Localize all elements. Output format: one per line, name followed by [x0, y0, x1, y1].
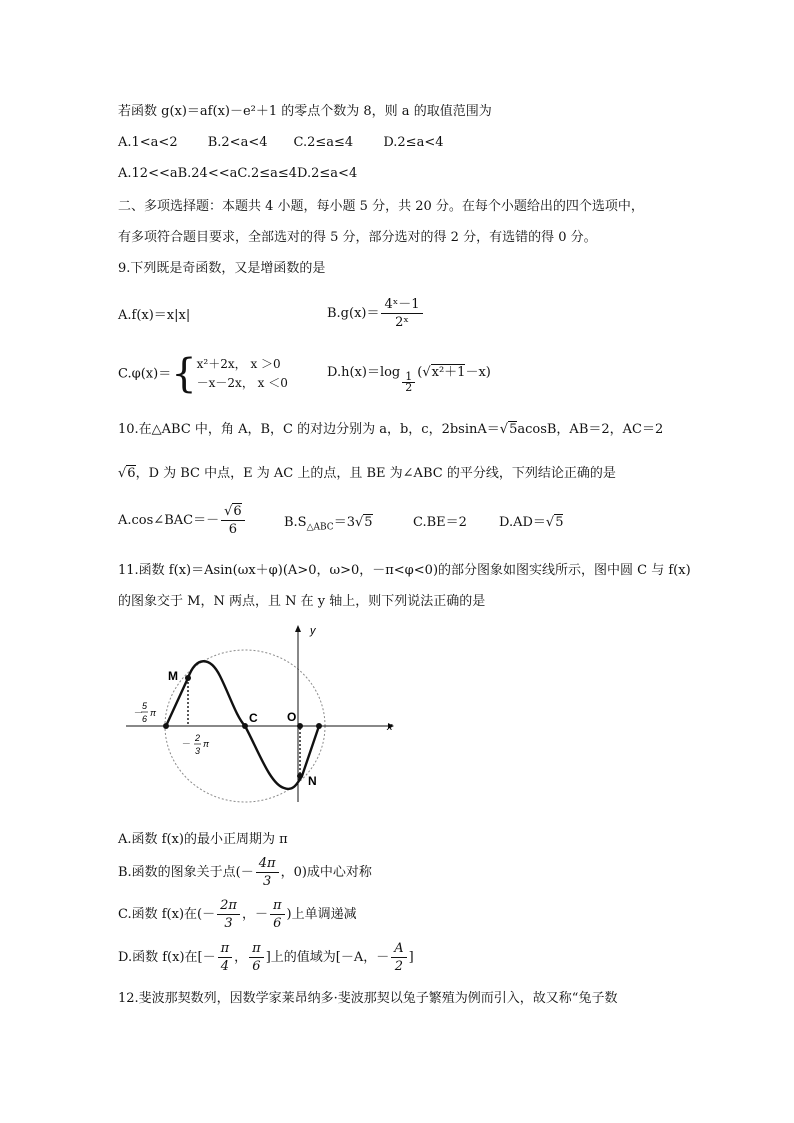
q9-b-prefix: B.g(x)＝	[327, 306, 380, 321]
q11-c-num1: 2π	[217, 897, 240, 915]
sqrt-symbol: √	[545, 515, 555, 530]
q11-c-num2: π	[270, 897, 285, 915]
q11-d-fraction1	[218, 940, 233, 975]
q10-option-a	[118, 503, 247, 538]
q11-c-prefix: C.函数 f(x)在(－	[118, 907, 216, 922]
q11-line1: 11.函数 f(x)＝Asin(ωx＋φ)(A>0，ω>0，－π<φ<0)的部分图象如图实线所示，图中圆 C 与 f(x)	[118, 563, 691, 578]
point-n	[297, 773, 303, 779]
q11-d-prefix: D.函数 f(x)在[－	[118, 950, 216, 965]
q11-option-c	[118, 897, 357, 932]
q11-b-prefix: B.函数的图象关于点(－	[118, 865, 254, 880]
q11-c-fraction1	[217, 897, 240, 932]
q11-d-suffix: ]	[408, 950, 414, 965]
q9-option-c	[118, 351, 288, 397]
label-c: C	[249, 711, 258, 725]
tick-minus-2-3-pi	[181, 733, 210, 756]
q8-options-garbled: A.12<<aB.24<<aC.2≤a≤4D.2≤a<4	[118, 166, 358, 181]
point-m	[185, 675, 191, 681]
q10-sqrt5: 5	[509, 422, 518, 437]
q9-c-case1: x²＋2x， x ＞0	[196, 357, 281, 371]
sqrt-symbol: √	[118, 466, 127, 481]
q11-d-mid2: ]上的值域为[－A，－	[265, 950, 390, 965]
q11-d-num2: π	[249, 940, 264, 958]
q10-b-mid: ＝3	[333, 515, 355, 530]
q11-b-fraction	[256, 855, 279, 890]
q9-d-base-num: 1	[402, 372, 415, 383]
q11-graph	[118, 620, 408, 816]
q10-option-c: C.BE＝2	[413, 515, 467, 530]
q11-option-a: A.函数 f(x)的最小正周期为 π	[118, 832, 288, 847]
q11-c-mid: ，－	[241, 907, 268, 922]
q10-line1-b: acosB，AB＝2，AC＝2	[517, 422, 664, 437]
q11-d-den3: 2	[394, 959, 404, 974]
q10-line2-b: ，D 为 BC 中点，E 为 AC 上的点，且 BE 为∠ABC 的平分线，下列结论正确的是	[135, 466, 616, 481]
point-c	[242, 723, 248, 729]
sqrt-symbol: √	[224, 504, 233, 519]
q10-a-den: 6	[228, 522, 238, 537]
label-m: M	[168, 669, 178, 683]
tick1-pi: π	[150, 708, 157, 718]
q9-b-numerator: 4ˣ－1	[381, 296, 422, 314]
sqrt-symbol: √	[354, 515, 364, 530]
tick2-num: 2	[195, 733, 201, 743]
q11-b-suffix: ，0)成中心对称	[280, 865, 372, 880]
label-n: N	[308, 774, 317, 788]
q8-options: A.1<a<2 B.2<a<4 C.2≤a≤4 D.2≤a<4	[118, 135, 444, 150]
point-right-zero	[316, 723, 322, 729]
q11-c-den1: 3	[224, 916, 233, 931]
q11-d-den2: 6	[252, 959, 261, 974]
q10-a-numerator	[221, 503, 245, 521]
q11-d-fraction3	[391, 940, 406, 975]
q9-d-base-den: 2	[405, 381, 413, 394]
q10-d-prefix: D.AD＝	[499, 515, 546, 530]
q10-line1-a: 10.在△ABC 中，角 A，B，C 的对边分别为 a，b，c，2bsinA＝	[118, 422, 500, 437]
y-axis-arrow	[295, 625, 301, 632]
tick1-minus: －	[133, 708, 143, 718]
tick2-den: 3	[195, 746, 201, 756]
q11-d-num3: A	[391, 940, 406, 958]
q9-b-denominator: 2ˣ	[395, 315, 409, 330]
sqrt-symbol: √	[422, 365, 431, 380]
point-origin	[297, 723, 303, 729]
q11-c-fraction2	[270, 897, 285, 932]
point-left-zero	[163, 723, 169, 729]
section-heading-line1: 二、多项选择题：本题共 4 小题，每小题 5 分，共 20 分。在每个小题给出的四个选项中，	[118, 199, 644, 214]
q10-a-num: 6	[233, 504, 242, 519]
y-axis-label: y	[310, 625, 316, 637]
q10-option-d	[499, 515, 563, 531]
q9-d-radicand: x²＋1	[431, 365, 466, 380]
q11-b-den: 3	[263, 874, 272, 889]
q9-option-a: A.f(x)＝x|x|	[118, 308, 191, 323]
q12-line1: 12.斐波那契数列，因数学家莱昂纳多·斐波那契以兔子繁殖为例而引入，故又称“兔子数	[118, 991, 618, 1006]
q9-option-d	[327, 362, 491, 394]
q11-d-den1: 4	[220, 959, 229, 974]
q9-b-fraction	[381, 296, 422, 331]
q10-sqrt6: 6	[127, 466, 136, 481]
sqrt-symbol: √	[499, 422, 509, 437]
q10-b-prefix: B.S	[284, 515, 307, 530]
q10-a-prefix: A.cos∠BAC＝－	[118, 513, 220, 528]
label-o: O	[287, 710, 297, 724]
q10-b-sub: △ABC	[306, 522, 334, 533]
q11-d-num1: π	[218, 940, 233, 958]
tick-minus-5-6-pi	[133, 701, 157, 724]
q9-d-close: －x)	[465, 365, 491, 380]
q11-c-den2: 6	[273, 916, 282, 931]
q11-d-fraction2	[249, 940, 264, 975]
q10-d-sqrt: 5	[555, 515, 564, 530]
q9-option-b	[327, 296, 425, 331]
q9-d-log-base	[402, 372, 415, 393]
q9-d-open: (	[417, 365, 423, 380]
q9-c-prefix: C.φ(x)＝	[118, 366, 172, 382]
q10-line2	[118, 466, 616, 482]
q11-b-num: 4π	[256, 855, 279, 873]
tick2-minus: －	[181, 739, 191, 749]
section-heading-line2: 有多项符合题目要求，全部选对的得 5 分，部分选对的得 2 分，有选错的得 0 分。	[118, 230, 597, 245]
q9-stem: 9.下列既是奇函数，又是增函数的是	[118, 261, 326, 276]
q9-d-prefix: D.h(x)＝log	[327, 365, 401, 380]
brace-glyph: {	[171, 351, 197, 397]
q9-c-case2: －x－2x， x ＜0	[196, 376, 288, 390]
q10-line1	[118, 422, 663, 438]
x-axis-label: x	[387, 721, 393, 733]
q11-c-suffix: )上单调递减	[286, 907, 357, 922]
q11-d-mid: ，	[234, 950, 248, 965]
q10-a-fraction	[221, 503, 245, 538]
q9-c-cases	[197, 355, 288, 393]
tick1-num: 5	[142, 701, 148, 711]
q11-line2: 的图象交于 M，N 两点，且 N 在 y 轴上，则下列说法正确的是	[118, 594, 486, 609]
q11-option-d	[118, 940, 414, 975]
tick2-pi: π	[203, 739, 210, 749]
q8-stem: 若函数 g(x)＝af(x)－e²＋1 的零点个数为 8，则 a 的取值范围为	[118, 104, 492, 119]
tick1-den: 6	[142, 714, 148, 724]
q11-option-b	[118, 855, 372, 890]
q10-option-b	[284, 515, 373, 536]
q10-b-sqrt: 5	[364, 515, 373, 530]
